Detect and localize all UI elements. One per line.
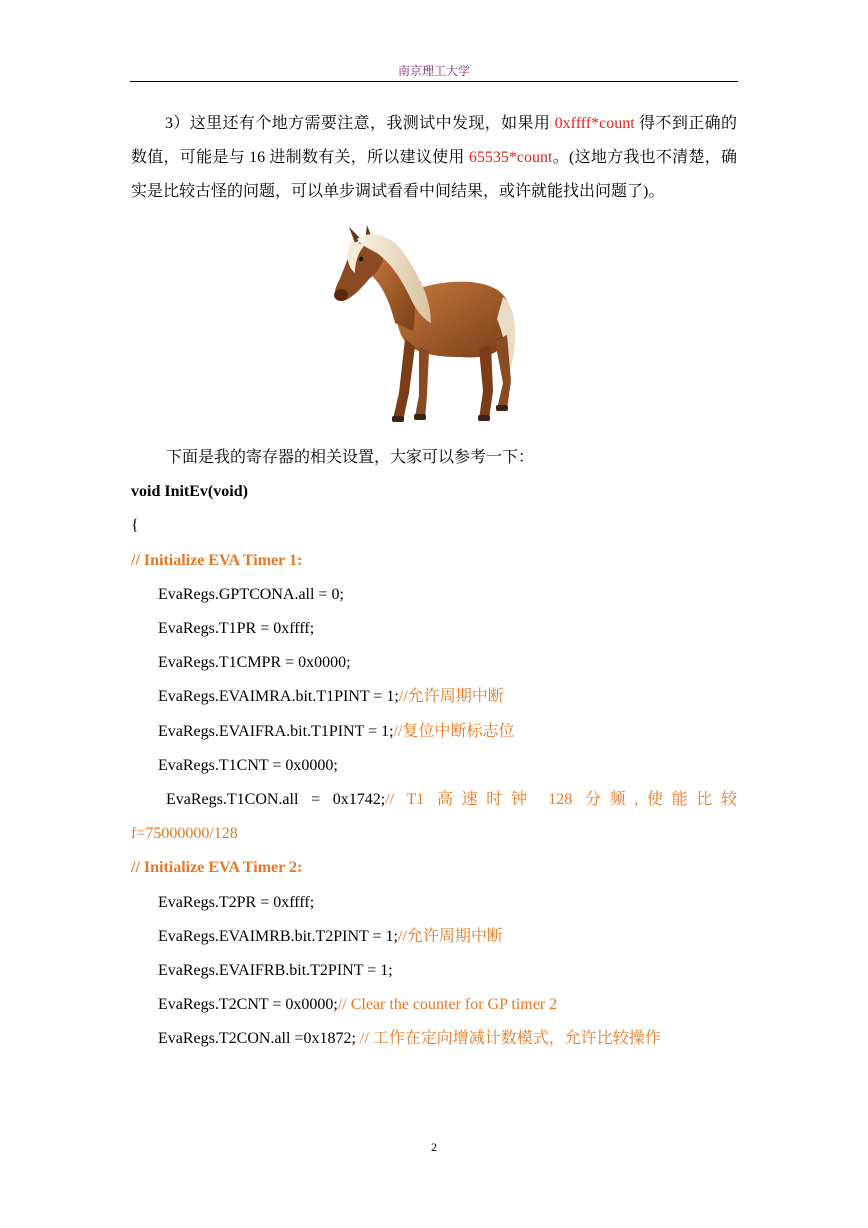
horse-figure (131, 219, 737, 441)
intro-text-c: 。(这地方我也不清楚，确实是比较古怪的问题，可以单步调试看看中间结果，或许就能找出问题了)。 (131, 149, 737, 200)
code-line-justified (131, 783, 737, 817)
code-line: EvaRegs.T1CNT = 0x0000; (158, 756, 338, 774)
settings-lead: 下面是我的寄存器的相关设置，大家可以参考一下： (166, 449, 535, 466)
code-comment: //允许周期中断 (398, 927, 503, 945)
code-text: EvaRegs.T1CON.all = 0x1742; (166, 791, 386, 809)
section-heading-timer1: // Initialize EVA Timer 1: (131, 551, 303, 569)
brace-open: { (131, 517, 139, 535)
horse-image (331, 223, 521, 427)
code-comment: //允许周期中断 (398, 688, 504, 706)
intro-code-hex: 0xffff*count (554, 115, 635, 132)
code-line (131, 988, 737, 1022)
function-signature: void InitEv(void) (131, 483, 248, 501)
code-line (131, 715, 737, 749)
page-number: 2 (431, 1140, 437, 1154)
code-line: EvaRegs.T2PR = 0xffff; (158, 893, 315, 911)
code-line: EvaRegs.GPTCONA.all = 0; (158, 585, 344, 603)
section-heading-timer2: // Initialize EVA Timer 2: (131, 859, 303, 877)
code-line-continuation: f=75000000/128 (131, 825, 238, 843)
code-line (131, 680, 737, 714)
code-line (131, 920, 737, 954)
code-comment: // 工作在定向增减计数模式，允许比较操作 (359, 1030, 661, 1048)
intro-text-a: 3）这里还有个地方需要注意，我测试中发现，如果用 (165, 115, 555, 132)
code-comment: // Clear the counter for GP timer 2 (337, 996, 558, 1014)
code-line: EvaRegs.T1CMPR = 0x0000; (158, 654, 351, 672)
document-body (131, 107, 737, 1057)
intro-paragraph (131, 107, 737, 209)
code-text: EvaRegs.T2CNT = 0x0000; (158, 996, 338, 1014)
code-text: EvaRegs.EVAIMRB.bit.T2PINT = 1; (158, 927, 398, 945)
code-line (131, 1022, 737, 1056)
code-text: EvaRegs.EVAIFRA.bit.T1PINT = 1; (158, 722, 394, 740)
header-divider (130, 81, 738, 82)
code-text: EvaRegs.EVAIMRA.bit.T1PINT = 1; (158, 688, 399, 706)
code-line: EvaRegs.EVAIFRB.bit.T2PINT = 1; (158, 962, 393, 980)
code-line: EvaRegs.T1PR = 0xffff; (158, 620, 315, 638)
page-header-title: 南京理工大学 (397, 64, 470, 78)
intro-text-b: 得不到正确的数值，可能是与 16 进制数有关，所以建议使用 (131, 115, 737, 166)
code-comment: // T1 高速时钟 128 分频,使能比较 (385, 791, 737, 809)
code-text: EvaRegs.T2CON.all =0x1872; (158, 1030, 360, 1048)
intro-code-dec: 65535*count (468, 149, 553, 166)
code-comment: //复位中断标志位 (393, 722, 515, 740)
